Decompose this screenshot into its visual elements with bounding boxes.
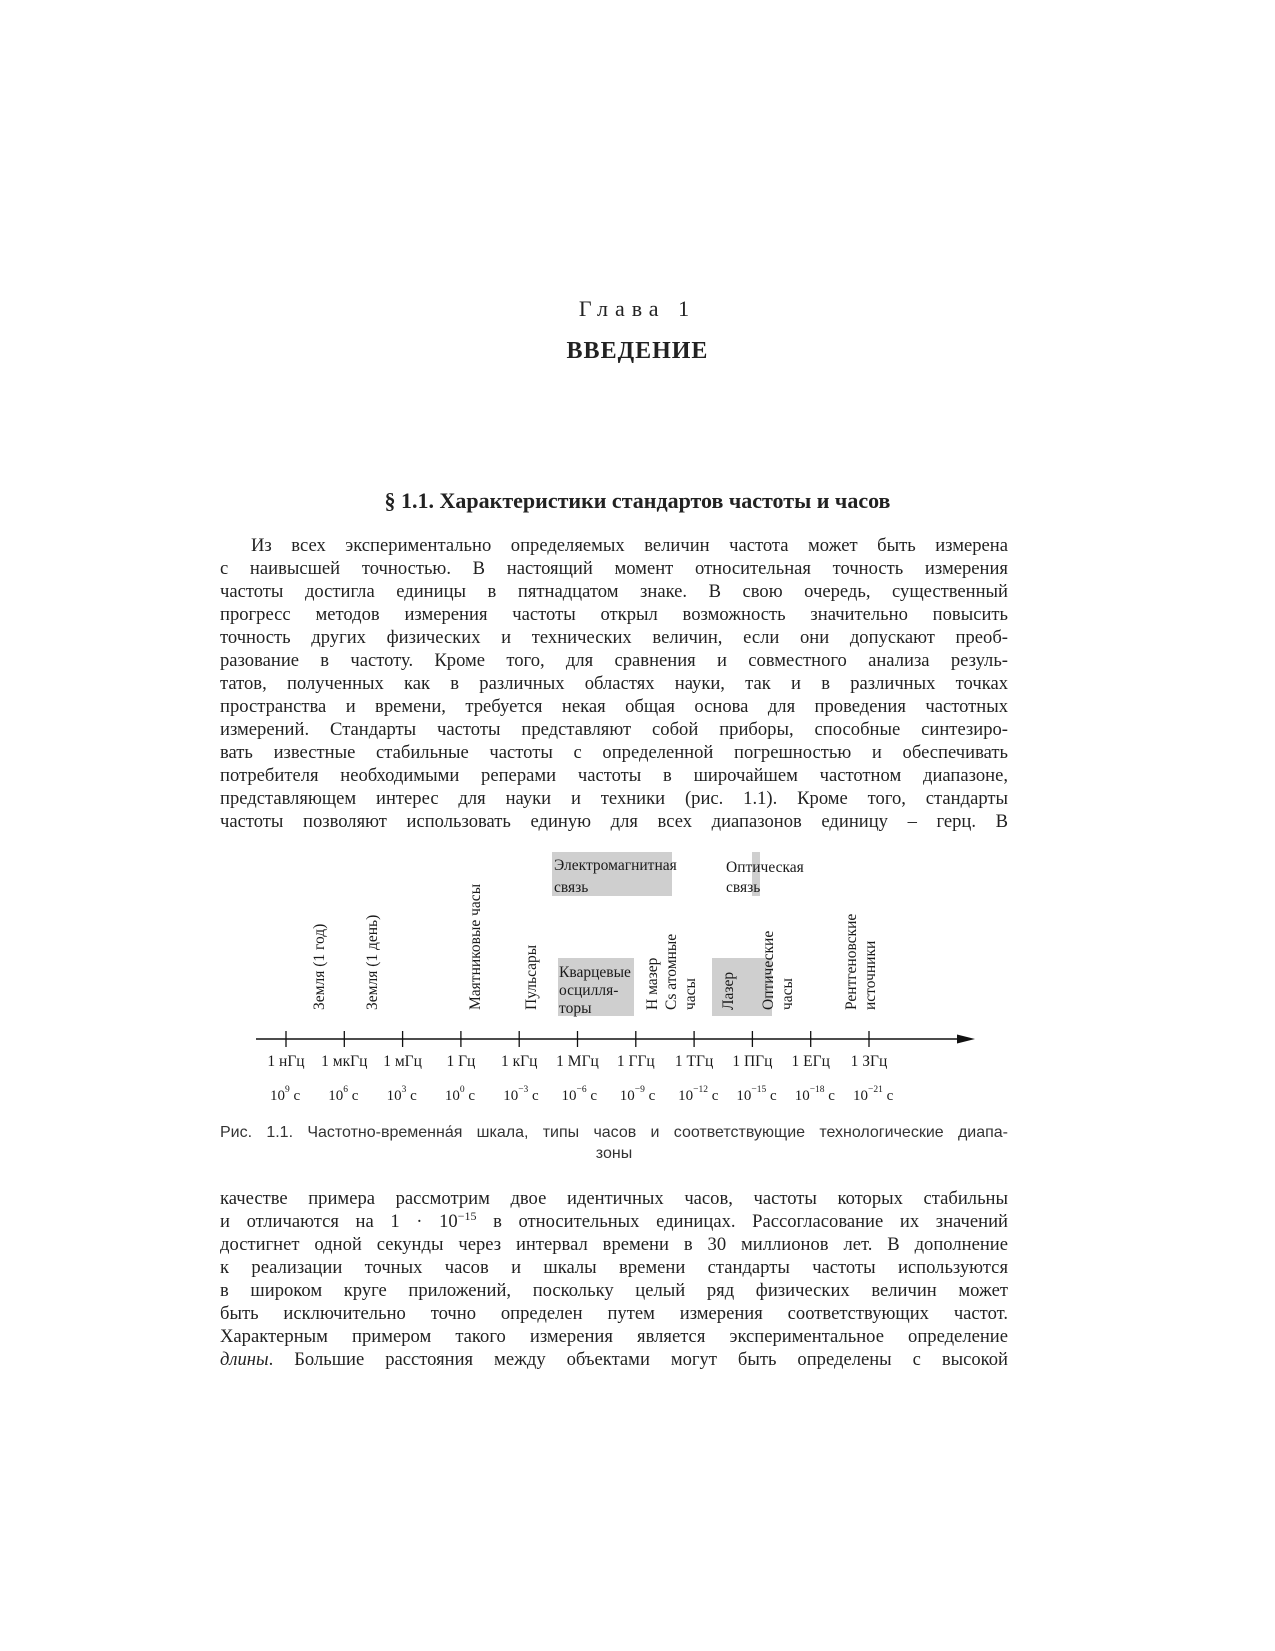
para2-italic-word: длины bbox=[220, 1349, 269, 1370]
caption-line-1: Рис. 1.1. Частотно-временна́я шкала, типы часов и соответствующие технологические диапа- bbox=[220, 1124, 1008, 1141]
para2-line-8-b: . Большие расстояния между объектами могут быть определены с высокой bbox=[268, 1349, 1008, 1370]
label-pulsars: Пульсары bbox=[523, 944, 540, 1010]
label-optical-clocks-1: Оптические bbox=[760, 930, 777, 1010]
freq-label: 1 ГГц bbox=[616, 1053, 655, 1070]
label-cs-clocks-1: Cs атомные bbox=[663, 933, 680, 1010]
para1-line-8: пространства и времени, требуется некая общая основа для проведения частотных bbox=[220, 696, 1008, 717]
time-label: $10^{-6}$ с bbox=[561, 1085, 598, 1104]
box-optical-label-1: Оптическая bbox=[726, 859, 804, 876]
para2-line-6: быть исключительно точно определен путем измерения соответствующих частот. bbox=[220, 1303, 1008, 1324]
para1-line-13: частоты позволяют использовать единую для всех диапазонов единицу – герц. В bbox=[220, 811, 1008, 832]
freq-label: 1 нГц bbox=[267, 1053, 305, 1070]
para2-line-4: к реализации точных часов и шкалы времени стандарты частоты используются bbox=[220, 1257, 1008, 1278]
para1-line-4: прогресс методов измерения частоты открыл возможность значительно повысить bbox=[220, 604, 1008, 625]
box-em-comm-label-2: связь bbox=[554, 879, 589, 896]
para2-line-5: в широком круге приложений, поскольку целый ряд физических величин может bbox=[220, 1280, 1008, 1301]
freq-label: 1 Гц bbox=[446, 1053, 476, 1070]
para1-line-12: представляющем интерес для науки и техники (рис. 1.1). Кроме того, стандарты bbox=[220, 788, 1008, 809]
freq-label: 1 кГц bbox=[500, 1053, 538, 1070]
freq-label: 1 ТГц bbox=[674, 1053, 714, 1070]
section-title: § 1.1. Характеристики стандартов частоты и часов bbox=[384, 488, 891, 513]
para2-line-7: Характерным примером такого измерения является экспериментальное определение bbox=[220, 1326, 1008, 1347]
para1-line-10: вать известные стабильные частоты с определенной погрешностью и обеспечивать bbox=[220, 742, 1008, 763]
label-pendulum: Маятниковые часы bbox=[467, 883, 484, 1010]
label-xray-1: Рентгеновские bbox=[843, 913, 860, 1010]
figure-caption bbox=[220, 1122, 1008, 1164]
label-optical-clocks-2: часы bbox=[779, 978, 796, 1010]
freq-label: 1 ЗГц bbox=[850, 1053, 888, 1070]
label-h-maser: H мазер bbox=[644, 957, 661, 1010]
time-label: $10^6$ с bbox=[328, 1085, 359, 1104]
para1-line-6: разование в частоту. Кроме того, для сравнения и совместного анализа резуль- bbox=[220, 650, 1008, 671]
time-label: $10^9$ с bbox=[270, 1085, 301, 1104]
para1-line-11: потребителя необходимыми реперами частоты в широчайшем частотном диапазоне, bbox=[220, 765, 1008, 786]
box-optical-label-2: связь bbox=[726, 879, 761, 896]
time-label: $10^3$ с bbox=[386, 1085, 417, 1104]
para2-line-2 bbox=[220, 1210, 1008, 1233]
label-laser: Лазер bbox=[720, 971, 737, 1010]
paragraph-2 bbox=[220, 1187, 1008, 1371]
para2-line-2-b: в относительных единицах. Рассогласование их значений bbox=[476, 1211, 1008, 1232]
para2-line-1: качестве примера рассмотрим двое идентичных часов, частоты которых стабильны bbox=[220, 1188, 1008, 1209]
caption-line-2: зоны bbox=[595, 1145, 633, 1162]
paragraph-1 bbox=[220, 534, 1008, 833]
axis-arrow bbox=[957, 1035, 975, 1044]
para1-line-9: измерений. Стандарты частоты представляют собой приборы, способные синтезиро- bbox=[220, 719, 1008, 740]
para2-line-2-a: и отличаются на 1 · 10 bbox=[220, 1211, 458, 1232]
frequency-labels bbox=[267, 1053, 887, 1070]
para2-line-3: достигнет одной секунды через интервал времени в 30 миллионов лет. В дополнение bbox=[220, 1234, 1008, 1255]
time-label: $10^{-18}$ с bbox=[794, 1085, 835, 1104]
box-quartz-label-2: осцилля- bbox=[559, 982, 619, 999]
time-label: $10^{-9}$ с bbox=[619, 1085, 656, 1104]
figure-frequency-time-scale bbox=[0, 840, 1275, 1120]
label-earth-day: Земля (1 день) bbox=[364, 914, 381, 1010]
para2-line-8 bbox=[220, 1348, 1008, 1371]
box-quartz-label-1: Кварцевые bbox=[559, 964, 631, 981]
time-label: $10^0$ с bbox=[444, 1085, 476, 1104]
box-quartz-label-3: торы bbox=[559, 1000, 592, 1017]
time-label: $10^{-12}$ с bbox=[678, 1085, 719, 1104]
freq-label: 1 мкГц bbox=[321, 1053, 368, 1070]
box-em-comm-label-1: Электромагнитная bbox=[554, 857, 677, 874]
para1-line-1: Из всех экспериментально определяемых величин частота может быть измерена bbox=[251, 535, 1008, 556]
freq-label: 1 МГц bbox=[556, 1053, 599, 1070]
label-cs-clocks-2: часы bbox=[682, 978, 699, 1010]
para1-line-2: с наивысшей точностью. В настоящий момент относительная точность измерения bbox=[220, 558, 1008, 579]
time-label: $10^{-21}$ с bbox=[853, 1085, 894, 1104]
freq-label: 1 ПГц bbox=[732, 1053, 773, 1070]
para1-line-5: точность других физических и технических величин, если они допускают преоб- bbox=[220, 627, 1008, 648]
freq-label: 1 мГц bbox=[383, 1053, 422, 1070]
time-label: $10^{-15}$ с bbox=[736, 1085, 777, 1104]
chapter-title: ВВЕДЕНИЕ bbox=[566, 338, 709, 364]
time-labels bbox=[270, 1085, 894, 1104]
para1-line-3: частоты достигла единицы в пятнадцатом знаке. В свою очередь, существенный bbox=[220, 581, 1008, 602]
para2-exponent: −15 bbox=[457, 1208, 477, 1223]
freq-label: 1 ЕГц bbox=[791, 1053, 830, 1070]
chapter-label: Глава 1 bbox=[578, 296, 697, 321]
time-label: $10^{-3}$ с bbox=[503, 1085, 539, 1104]
para1-line-7: татов, полученных как в различных областях науки, так и в различных точках bbox=[220, 673, 1008, 694]
label-xray-2: источники bbox=[862, 940, 879, 1010]
label-earth-year: Земля (1 год) bbox=[311, 923, 328, 1010]
